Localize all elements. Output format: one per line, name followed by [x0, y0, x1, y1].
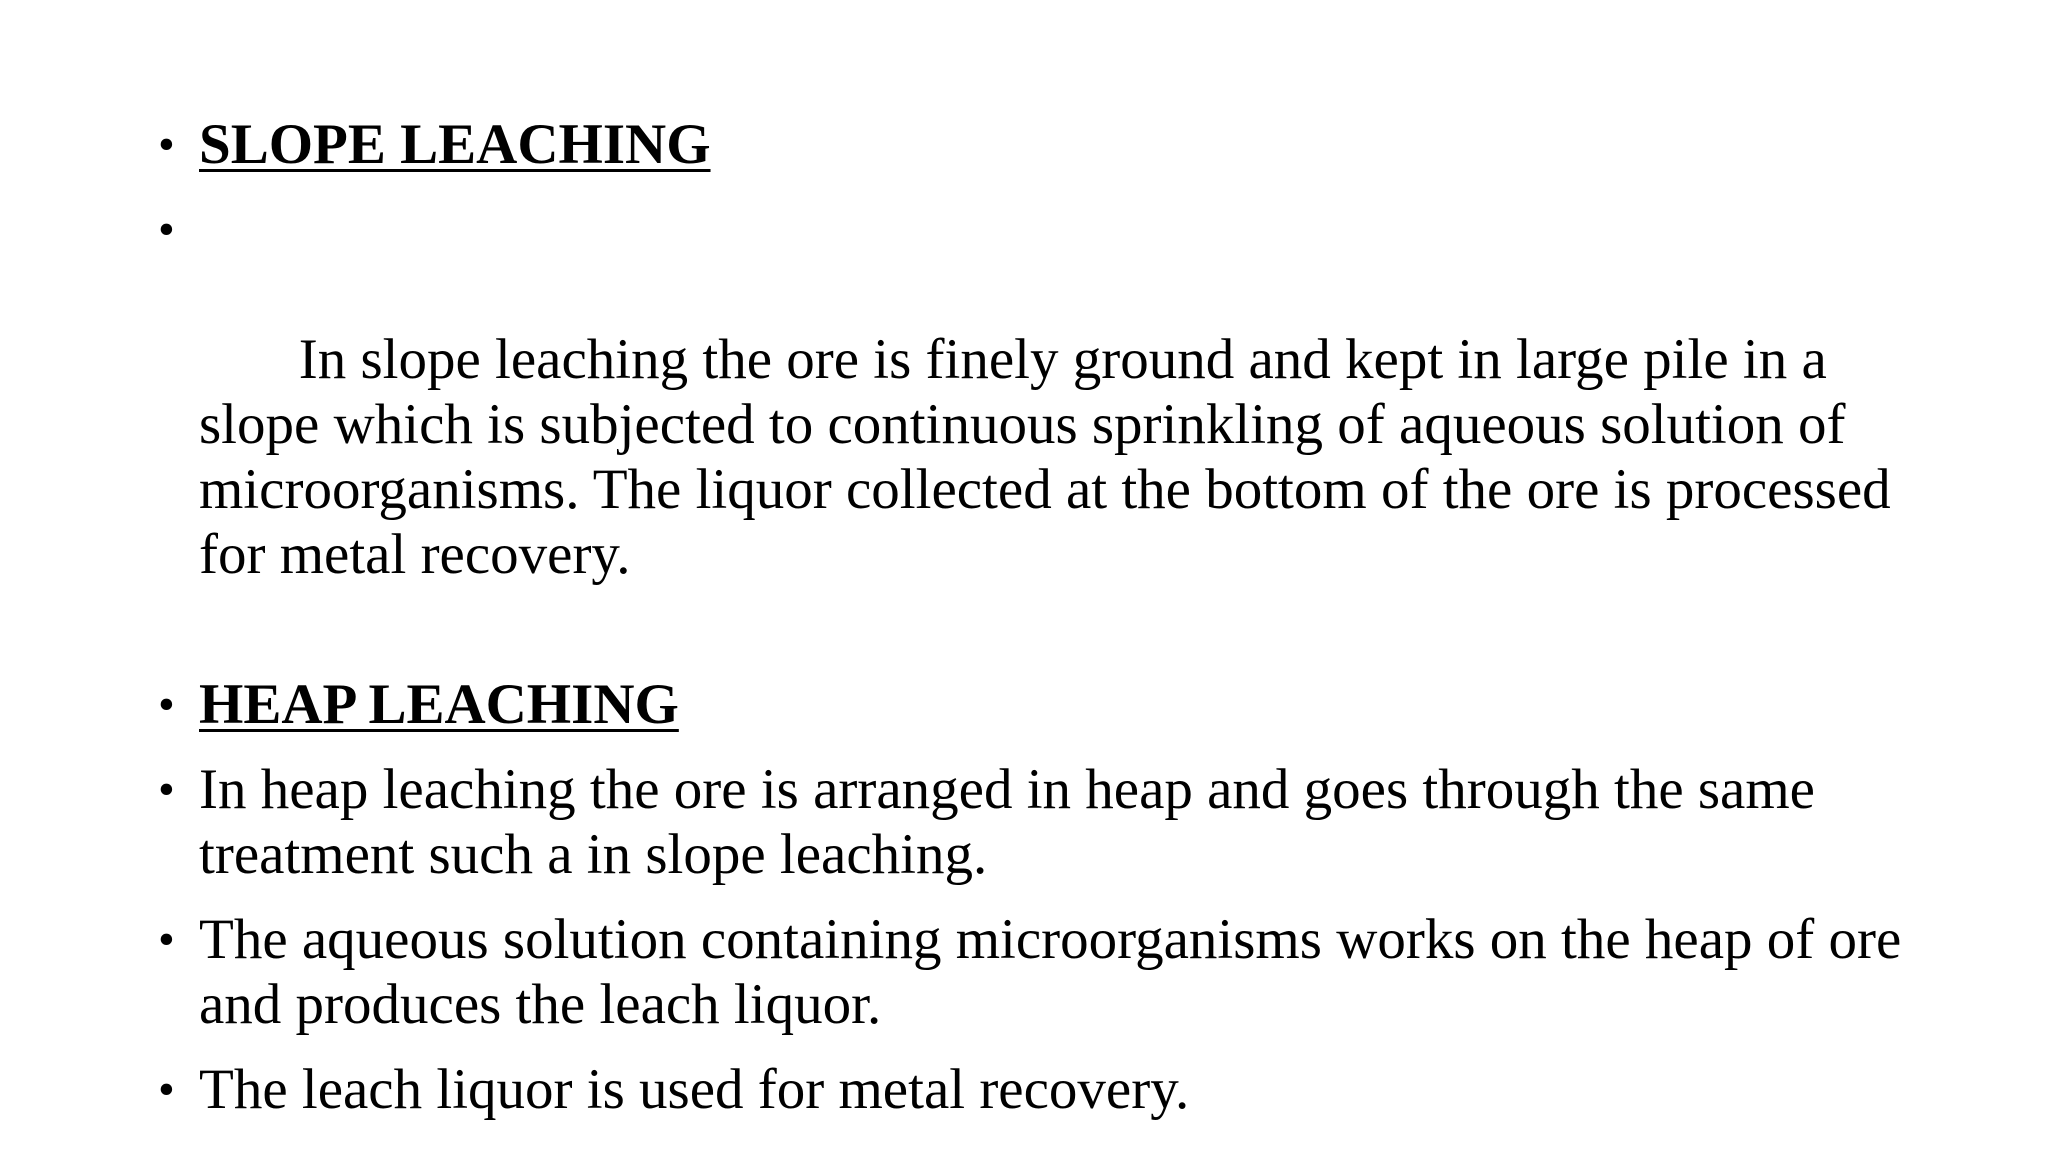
- bullet-item-heap-leaching-description: [158, 757, 1918, 887]
- bullet-item-heap-leaching-heading: [158, 672, 1918, 737]
- bullet-text: The aqueous solution containing microorganisms works on the heap of ore and produces the leach liquor.: [199, 908, 1902, 1036]
- section-heading: SLOPE LEACHING: [199, 113, 711, 176]
- bullet-icon: •: [158, 1063, 175, 1116]
- bullet-list: [158, 112, 1918, 1142]
- bullet-icon: •: [158, 763, 175, 816]
- bullet-item-slope-leaching-description: [158, 197, 1918, 652]
- section-heading: HEAP LEACHING: [199, 673, 679, 736]
- bullet-item-slope-leaching-heading: [158, 112, 1918, 177]
- bullet-text: In slope leaching the ore is finely ground and kept in large pile in a slope which is subjected to continuous sprinkling of aqueous solution of microorganisms. The liquor collected at the bottom of the ore is processed for metal recovery.: [199, 328, 1905, 586]
- bullet-item-leach-liquor: [158, 1057, 1918, 1122]
- bullet-text: In heap leaching the ore is arranged in heap and goes through the same treatment such a in slope leaching.: [199, 758, 1815, 886]
- bullet-item-aqueous-solution: [158, 907, 1918, 1037]
- bullet-icon: •: [158, 913, 175, 966]
- bullet-icon: •: [158, 678, 175, 731]
- bullet-icon: •: [158, 118, 175, 171]
- bullet-icon: •: [158, 203, 175, 256]
- bullet-text: The leach liquor is used for metal recovery.: [199, 1058, 1190, 1121]
